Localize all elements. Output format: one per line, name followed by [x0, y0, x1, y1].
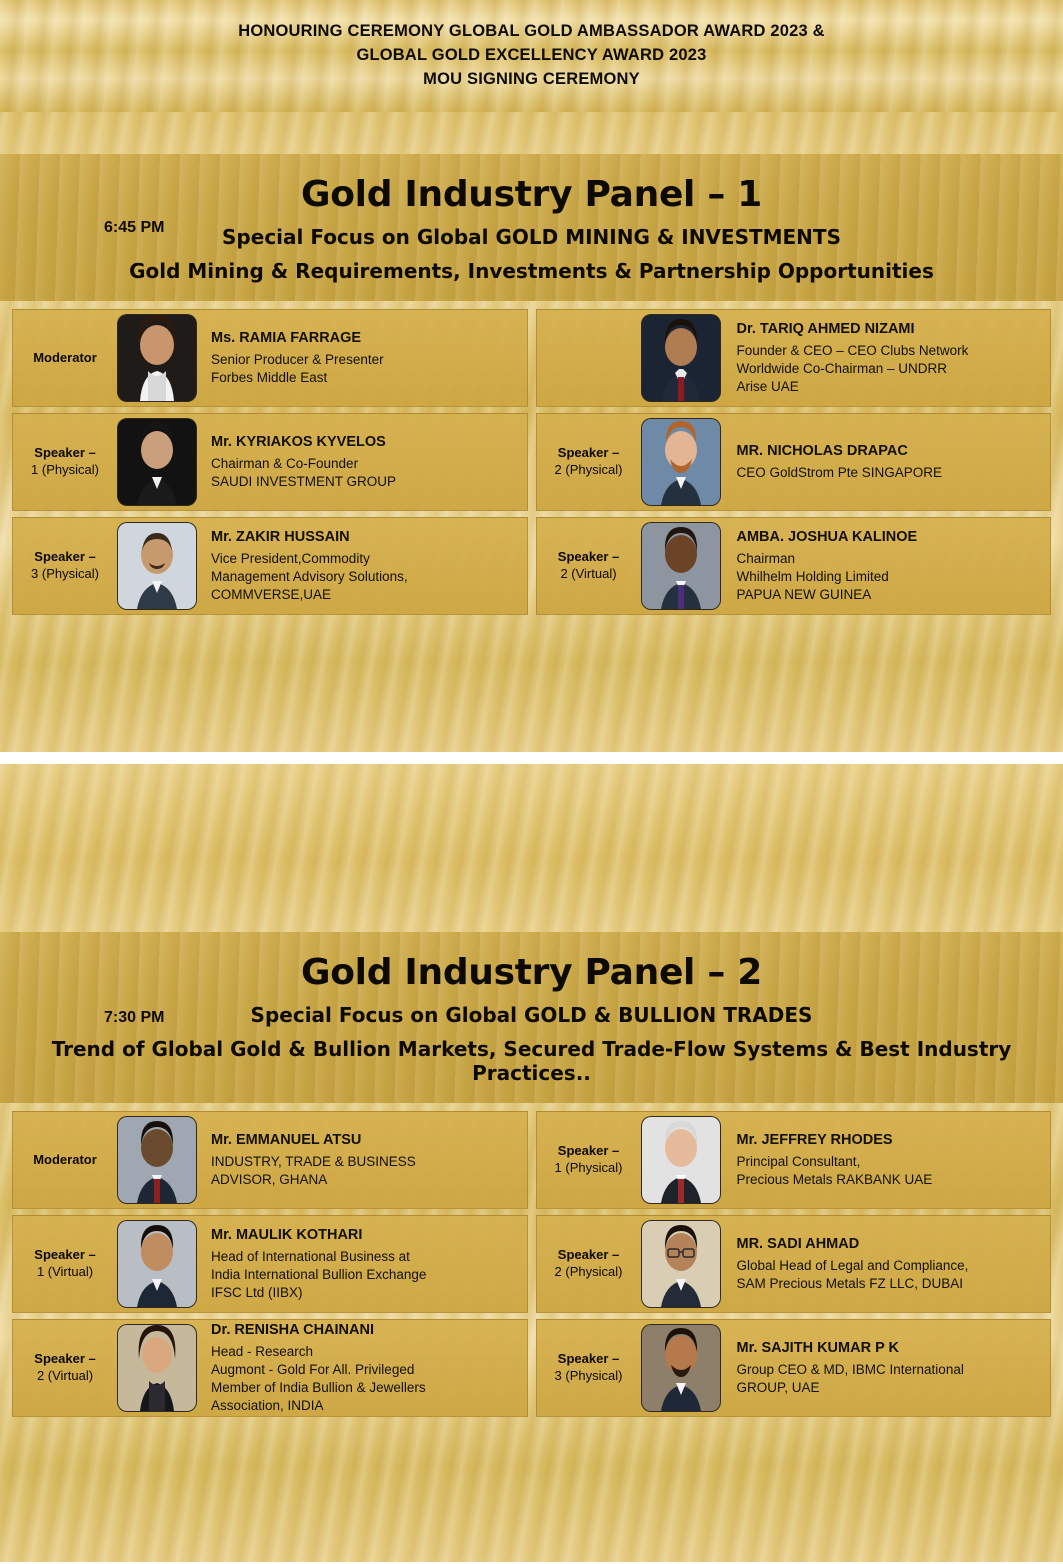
speaker-photo — [641, 1116, 721, 1204]
slide-divider — [0, 752, 1063, 764]
speaker-name: Mr. SAJITH KUMAR P K — [736, 1340, 899, 1357]
panel-2-subtitle-2: Trend of Global Gold & Bullion Markets, Secured Trade-Flow Systems & Best Industry Practices.. — [51, 1037, 1012, 1085]
speaker-role — [537, 1143, 641, 1177]
speaker-detail: Senior Producer & Presenter — [211, 351, 384, 367]
speaker-info — [197, 1131, 527, 1188]
speaker-role-sub: 1 (Physical) — [554, 1160, 623, 1175]
speaker-card — [12, 1111, 528, 1209]
speaker-name: Mr. JEFFREY RHODES — [736, 1132, 893, 1149]
speaker-info — [721, 1131, 1051, 1188]
speaker-name: Mr. KYRIAKOS KYVELOS — [211, 434, 386, 451]
speaker-name: Dr. RENISHA CHAINANI — [211, 1322, 375, 1339]
speaker-photo — [641, 418, 721, 506]
speaker-detail: Whilhelm Holding Limited — [736, 568, 889, 584]
speaker-detail: Head - Research — [211, 1343, 314, 1359]
speaker-card — [12, 1319, 528, 1417]
speaker-photo — [641, 314, 721, 402]
speaker-detail: Chairman & Co-Founder — [211, 455, 359, 471]
speaker-detail: Global Head of Legal and Compliance, — [736, 1257, 969, 1273]
speaker-role-sub: 1 (Virtual) — [36, 1264, 94, 1279]
speaker-name: Mr. MAULIK KOTHARI — [211, 1227, 363, 1244]
speaker-role — [537, 549, 641, 583]
speaker-info — [197, 433, 527, 490]
speaker-name: Mr. EMMANUEL ATSU — [211, 1132, 362, 1149]
speaker-detail: GROUP, UAE — [736, 1379, 820, 1395]
panel-2-title: Gold Industry Panel – 2 — [300, 952, 763, 993]
speaker-detail: Precious Metals RAKBANK UAE — [736, 1171, 933, 1187]
speaker-role-main: Moderator — [33, 1151, 97, 1167]
panel-1-subtitle-1: Special Focus on Global GOLD MINING & INVESTMENTS — [222, 225, 841, 249]
speaker-role — [13, 549, 117, 583]
speaker-role-sub: 3 (Physical) — [31, 566, 99, 581]
header-line-1: HONOURING CEREMONY GLOBAL GOLD AMBASSADOR AWARD 2023 & — [238, 22, 825, 41]
speaker-name: Dr. TARIQ AHMED NIZAMI — [736, 321, 915, 338]
speaker-detail: Arise UAE — [736, 378, 799, 394]
speaker-detail: Augmont - Gold For All. Privileged — [211, 1361, 415, 1377]
speaker-role-sub: 1 (Physical) — [31, 462, 99, 477]
slide-panel-2 — [0, 764, 1063, 1562]
speaker-info — [721, 320, 1051, 395]
speaker-role-main: Speaker – — [557, 549, 620, 565]
speaker-name: Ms. RAMIA FARRAGE — [211, 330, 362, 347]
speaker-role — [13, 350, 117, 367]
speaker-name: MR. NICHOLAS DRAPAC — [736, 443, 908, 460]
speaker-detail: Association, INDIA — [211, 1397, 324, 1413]
speaker-photo — [117, 418, 197, 506]
speaker-card — [536, 1111, 1052, 1209]
speaker-role — [537, 1351, 641, 1385]
speaker-role-sub: 3 (Physical) — [554, 1368, 623, 1383]
header-line-3: MOU SIGNING CEREMONY — [423, 69, 640, 88]
speaker-detail: Worldwide Co-Chairman – UNDRR — [736, 360, 948, 376]
speaker-role-sub: 2 (Physical) — [554, 462, 623, 477]
speaker-role-main: Speaker – — [557, 1143, 620, 1159]
speaker-role — [537, 1247, 641, 1281]
event-header-title — [238, 20, 825, 92]
speaker-detail: PAPUA NEW GUINEA — [736, 586, 872, 602]
speaker-photo — [117, 1324, 197, 1412]
speaker-info — [721, 442, 1051, 481]
speaker-card — [536, 1319, 1052, 1417]
speaker-info — [721, 528, 1051, 603]
speaker-detail: COMMVERSE,UAE — [211, 586, 332, 602]
speaker-detail: IFSC Ltd (IIBX) — [211, 1284, 303, 1300]
speaker-role-main: Speaker – — [34, 1247, 96, 1263]
speaker-info — [197, 1226, 527, 1301]
speaker-card — [536, 309, 1052, 407]
speaker-photo — [117, 1220, 197, 1308]
speaker-role-sub: 2 (Physical) — [554, 1264, 623, 1279]
speaker-card — [12, 413, 528, 511]
speaker-role — [13, 1351, 117, 1385]
speaker-detail: Head of International Business at — [211, 1248, 410, 1264]
speaker-photo — [117, 314, 197, 402]
speaker-info — [721, 1339, 1051, 1396]
header-line-2: GLOBAL GOLD EXCELLENCY AWARD 2023 — [356, 46, 707, 65]
speaker-detail: Founder & CEO – CEO Clubs Network — [736, 342, 969, 358]
speaker-card — [12, 1215, 528, 1313]
speaker-info — [721, 1235, 1051, 1292]
speaker-detail: Group CEO & MD, IBMC International — [736, 1361, 964, 1377]
speaker-detail: Vice President,Commodity — [211, 550, 370, 566]
speaker-name: Mr. ZAKIR HUSSAIN — [211, 529, 350, 546]
speaker-name: MR. SADI AHMAD — [736, 1236, 860, 1253]
speaker-role — [13, 445, 117, 479]
panel-1-header — [0, 154, 1063, 301]
speaker-info — [197, 528, 527, 603]
speaker-role-main: Speaker – — [34, 445, 96, 461]
speaker-role-main: Moderator — [33, 349, 97, 365]
slide-1-filler — [0, 615, 1063, 625]
speaker-detail: Principal Consultant, — [736, 1153, 861, 1169]
panel-2-time: 7:30 PM — [104, 1008, 165, 1026]
speaker-role-sub: 2 (Virtual) — [560, 566, 617, 581]
speaker-role-main: Speaker – — [557, 445, 620, 461]
speaker-role-main: Speaker – — [34, 1351, 96, 1367]
speaker-photo — [641, 1324, 721, 1412]
speaker-card — [536, 517, 1052, 615]
speaker-role-main: Speaker – — [557, 1351, 620, 1367]
speaker-role — [537, 445, 641, 479]
speaker-detail: SAM Precious Metals FZ LLC, DUBAI — [736, 1275, 964, 1291]
speaker-role-main: Speaker – — [557, 1247, 620, 1263]
speaker-role — [13, 1247, 117, 1281]
speaker-detail: Management Advisory Solutions, — [211, 568, 408, 584]
panel-2-speaker-grid — [0, 1103, 1063, 1417]
speaker-detail: INDUSTRY, TRADE & BUSINESS — [211, 1153, 416, 1169]
panel-1-title: Gold Industry Panel – 1 — [300, 174, 763, 215]
speaker-detail: CEO GoldStrom Pte SINGAPORE — [736, 464, 943, 480]
speaker-card — [12, 517, 528, 615]
speaker-card — [536, 1215, 1052, 1313]
panel-2-subtitle-1: Special Focus on Global GOLD & BULLION TRADES — [250, 1003, 813, 1027]
speaker-photo — [641, 1220, 721, 1308]
speaker-card — [536, 413, 1052, 511]
speaker-card — [12, 309, 528, 407]
speaker-detail: ADVISOR, GHANA — [211, 1171, 328, 1187]
panel-1-speaker-grid — [0, 301, 1063, 615]
speaker-detail: India International Bullion Exchange — [211, 1266, 427, 1282]
event-header-band — [0, 0, 1063, 112]
speaker-role — [13, 1152, 117, 1169]
slide-2-filler — [0, 1417, 1063, 1427]
speaker-detail: Forbes Middle East — [211, 369, 328, 385]
speaker-name: AMBA. JOSHUA KALINOE — [736, 529, 918, 546]
speaker-detail: SAUDI INVESTMENT GROUP — [211, 473, 397, 489]
speaker-photo — [641, 522, 721, 610]
speaker-info — [197, 329, 527, 386]
speaker-photo — [117, 1116, 197, 1204]
slide-panel-1 — [0, 0, 1063, 752]
speaker-detail: Chairman — [736, 550, 796, 566]
speaker-photo — [117, 522, 197, 610]
speaker-role-sub: 2 (Virtual) — [36, 1368, 94, 1383]
panel-1-subtitle-2: Gold Mining & Requirements, Investments & Partnership Opportunities — [129, 259, 934, 283]
speaker-role-main: Speaker – — [34, 549, 96, 565]
panel-2-header — [0, 932, 1063, 1103]
speaker-detail: Member of India Bullion & Jewellers — [211, 1379, 426, 1395]
speaker-info — [197, 1321, 527, 1414]
panel-1-time: 6:45 PM — [104, 218, 165, 236]
